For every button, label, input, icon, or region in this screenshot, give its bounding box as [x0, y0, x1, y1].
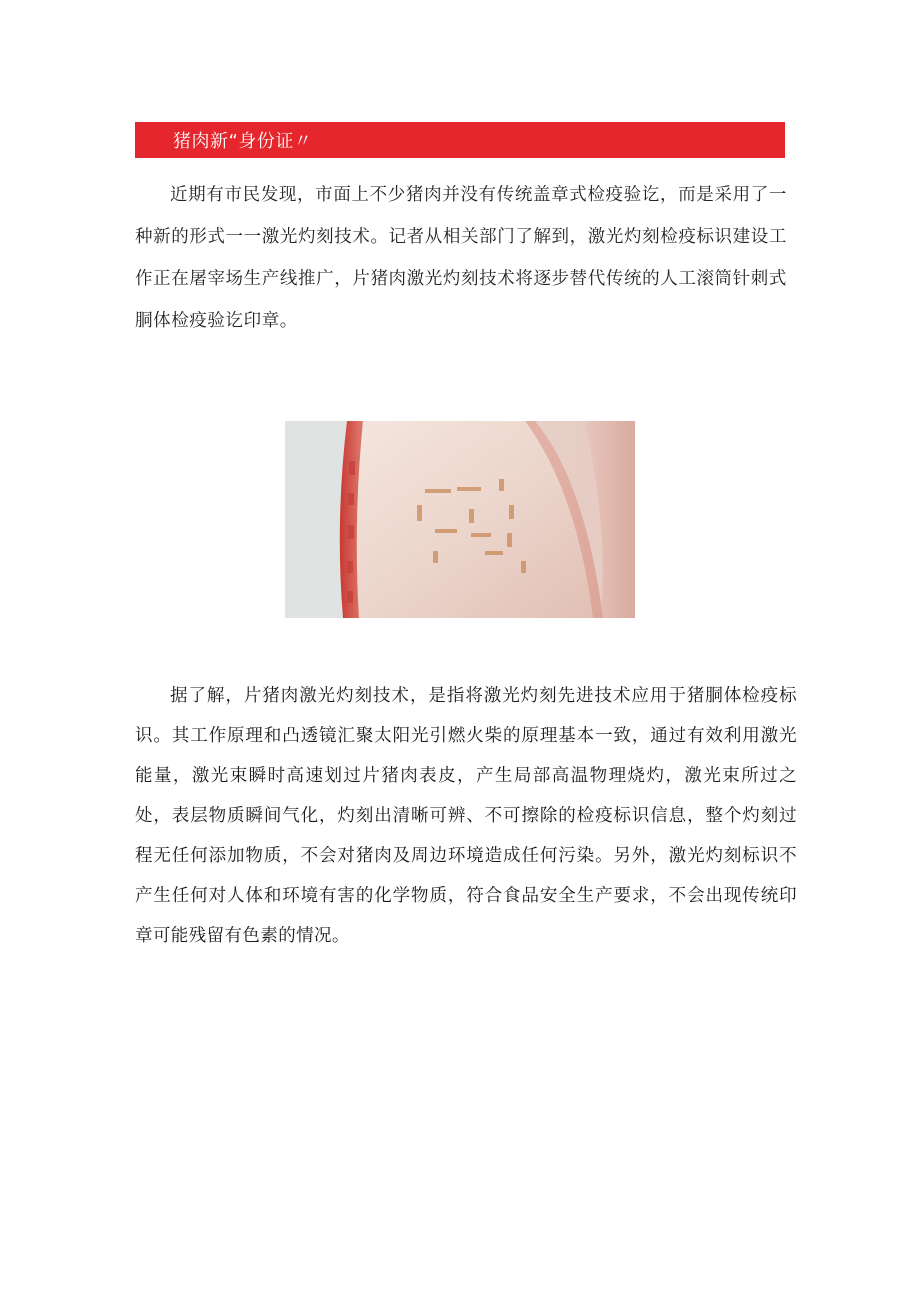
paragraph-principle: 据了解，片猪肉激光灼刻技术，是指将激光灼刻先进技术应用于猪胴体检疫标识。其工作原理和凸透镜汇聚太阳光引燃火柴的原理基本一致，通过有效利用激光能量，激光束瞬时高速划过片猪肉表皮，产生局部高温物理烧灼，激光束所过之处，表层物质瞬间气化，灼刻出清晰可辨、不可擦除的检疫标识信息，整个灼刻过程无任何添加物质，不会对猪肉及周边环境造成任何污染。另外，激光灼刻标识不产生任何对人体和环境有害的化学物质，符合食品安全生产要求，不会出现传统印章可能残留有色素的情况。 — [135, 686, 797, 946]
section-title-bar — [135, 122, 785, 158]
section-title: 猪肉新“身份证〃 — [173, 131, 313, 152]
laser-marked-pork-photo — [285, 421, 635, 618]
paragraph-intro: 近期有市民发现，市面上不少猪肉并没有传统盖章式检疫验讫，而是采用了一种新的形式一一激光灼刻技术。记者从相关部门了解到，激光灼刻检疫标识建设工作正在屠宰场生产线推广，片猪肉激光灼刻技术将逐步替代传统的人工滚筒针刺式胴体检疫验讫印章。 — [135, 185, 787, 331]
pork-photo-illustration — [285, 421, 635, 618]
